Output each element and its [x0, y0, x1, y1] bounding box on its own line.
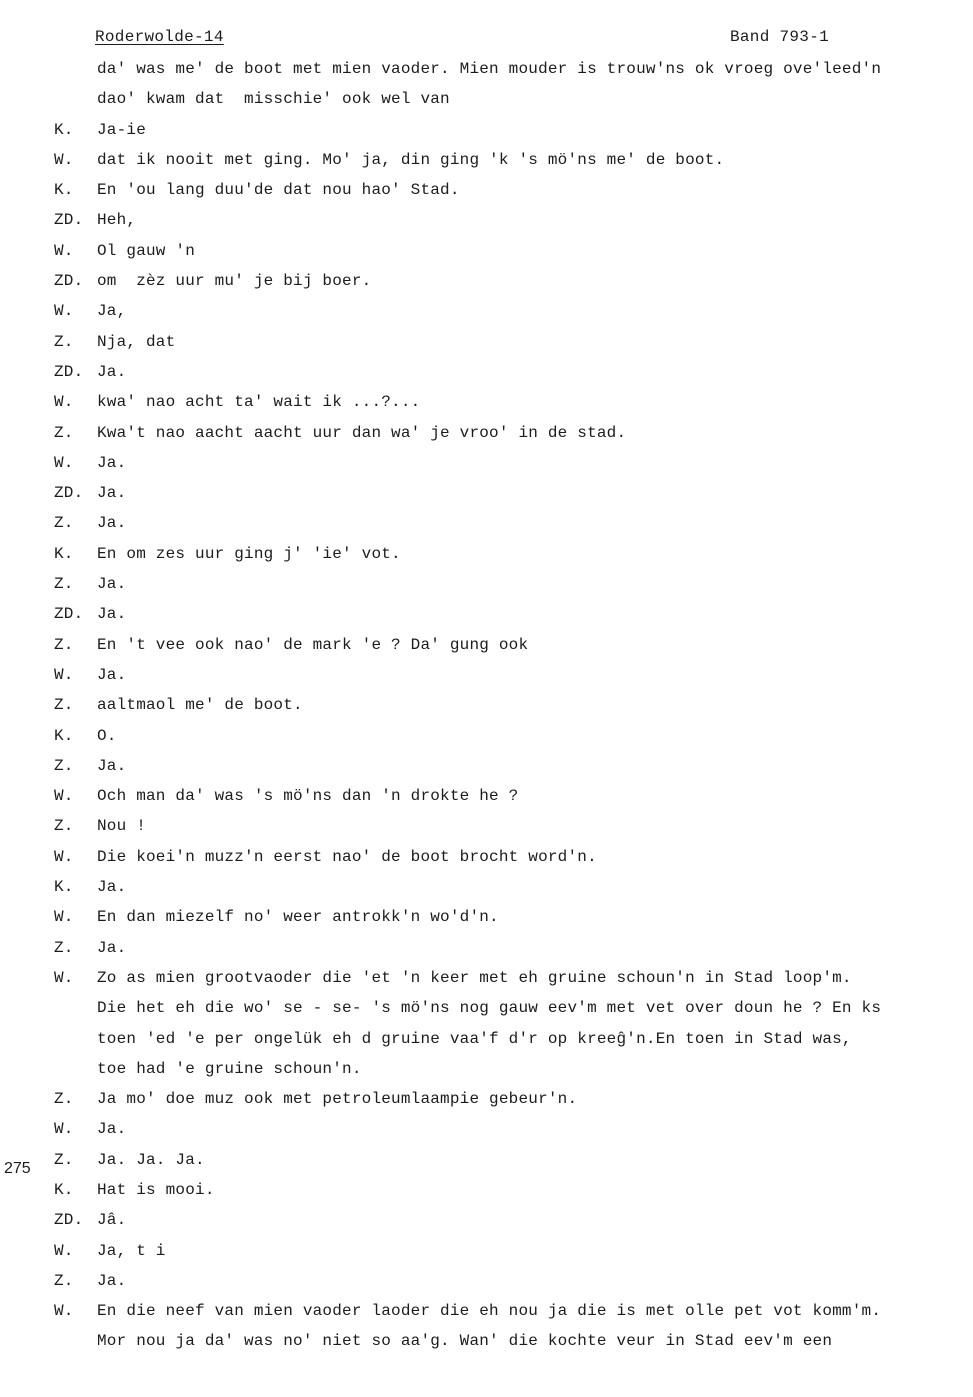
transcript-line — [0, 452, 973, 482]
utterance-text: Zo as mien grootvaoder die 'et 'n keer met eh gruine schoun'n in Stad loop'm. — [97, 968, 852, 987]
utterance-text: Ja. — [97, 605, 127, 624]
utterance-text: Ja. — [97, 362, 127, 381]
transcript-line — [0, 88, 973, 118]
speaker-label: ZD. — [54, 605, 84, 624]
utterance-text: En dan miezelf no' weer antrokk'n wo'd'n. — [97, 908, 499, 927]
speaker-label: Z. — [54, 696, 74, 715]
transcript-line — [0, 967, 973, 997]
speaker-label: Z. — [54, 332, 74, 351]
speaker-label: K. — [54, 181, 74, 200]
utterance-text: Ja. — [97, 484, 127, 503]
transcript-line — [0, 270, 973, 300]
transcript-line — [0, 603, 973, 633]
utterance-text: Ja. — [97, 1120, 127, 1139]
transcript-line — [0, 209, 973, 239]
speaker-label: K. — [54, 1180, 74, 1199]
transcript-line — [0, 1300, 973, 1330]
speaker-label: Z. — [54, 938, 74, 957]
transcript-line — [0, 815, 973, 845]
utterance-text: Ja. Ja. Ja. — [97, 1150, 205, 1169]
transcript-line — [0, 1028, 973, 1058]
transcript-line — [0, 543, 973, 573]
utterance-text: Ja. — [97, 665, 127, 684]
transcript-line — [0, 1179, 973, 1209]
transcript-line — [0, 482, 973, 512]
utterance-text: Ja mo' doe muz ook met petroleumlaampie gebeur'n. — [97, 1090, 578, 1109]
utterance-text: Ja, — [97, 302, 127, 321]
speaker-label: W. — [54, 1241, 74, 1260]
speaker-label: W. — [54, 1302, 74, 1321]
utterance-text: En 't vee ook nao' de mark 'e ? Da' gung ook — [97, 635, 529, 654]
utterance-text: Ja-ie — [97, 120, 147, 139]
transcript-line — [0, 1149, 973, 1179]
transcript-line — [0, 422, 973, 452]
utterance-text: toen 'ed 'e per ongelük eh d gruine vaa'f d'r op kreeĝ'n.En toen in Stad was, — [97, 1029, 852, 1048]
utterance-text: Ja. — [97, 575, 127, 594]
speaker-label: Z. — [54, 817, 74, 836]
utterance-text: Ja. — [97, 514, 127, 533]
speaker-label: Z. — [54, 423, 74, 442]
transcript-line — [0, 179, 973, 209]
transcript-line — [0, 785, 973, 815]
utterance-text: Ja. — [97, 756, 127, 775]
transcript-line — [0, 391, 973, 421]
speaker-label: K. — [54, 544, 74, 563]
speaker-label: ZD. — [54, 272, 84, 291]
speaker-label: K. — [54, 726, 74, 745]
utterance-text: En om zes uur ging j' 'ie' vot. — [97, 544, 401, 563]
speaker-label: W. — [54, 302, 74, 321]
transcript-line — [0, 240, 973, 270]
speaker-label: W. — [54, 787, 74, 806]
transcript-line — [0, 300, 973, 330]
transcript-line — [0, 664, 973, 694]
speaker-label: Z. — [54, 756, 74, 775]
speaker-label: ZD. — [54, 211, 84, 230]
speaker-label: Z. — [54, 514, 74, 533]
transcript-line — [0, 512, 973, 542]
speaker-label: Z. — [54, 575, 74, 594]
utterance-text: aaltmaol me' de boot. — [97, 696, 303, 715]
margin-page-number: 275 — [4, 1160, 31, 1177]
band-number: Band 793-1 — [730, 28, 830, 46]
speaker-label: W. — [54, 453, 74, 472]
utterance-text: Kwa't nao aacht aacht uur dan wa' je vroo' in de stad. — [97, 423, 627, 442]
speaker-label: ZD. — [54, 1211, 84, 1230]
utterance-text: Nou ! — [97, 817, 147, 836]
speaker-label: K. — [54, 878, 74, 897]
speaker-label: W. — [54, 908, 74, 927]
speaker-label: K. — [54, 120, 74, 139]
transcript-line — [0, 634, 973, 664]
speaker-label: W. — [54, 1120, 74, 1139]
utterance-text: kwa' nao acht ta' wait ik ...?... — [97, 393, 421, 412]
transcript-line — [0, 573, 973, 603]
document-title: Roderwolde-14 — [95, 28, 224, 46]
speaker-label: W. — [54, 150, 74, 169]
speaker-label: W. — [54, 393, 74, 412]
transcript-line — [0, 694, 973, 724]
transcript-line — [0, 149, 973, 179]
transcript-line — [0, 755, 973, 785]
transcript-line — [0, 1270, 973, 1300]
speaker-label: ZD. — [54, 484, 84, 503]
utterance-text: En 'ou lang duu'de dat nou hao' Stad. — [97, 181, 460, 200]
utterance-text: Die koei'n muzz'n eerst nao' de boot brocht word'n. — [97, 847, 597, 866]
utterance-text: Ja. — [97, 453, 127, 472]
transcript-line — [0, 846, 973, 876]
transcript-line — [0, 361, 973, 391]
utterance-text: da' was me' de boot met mien vaoder. Mien mouder is trouw'ns ok vroeg ove'leed'n — [97, 60, 882, 78]
transcript-line — [0, 906, 973, 936]
utterance-text: O. — [97, 726, 117, 745]
utterance-text: Och man da' was 's mö'ns dan 'n drokte he ? — [97, 787, 519, 806]
transcript-line — [0, 1088, 973, 1118]
utterance-text: dat ik nooit met ging. Mo' ja, din ging 'k 's mö'ns me' de boot. — [97, 150, 725, 169]
transcript-body — [0, 58, 973, 1361]
utterance-text: Ol gauw 'n — [97, 241, 196, 260]
transcript-line — [0, 1209, 973, 1239]
transcript-line — [0, 1058, 973, 1088]
utterance-text: Ja. — [97, 1271, 127, 1290]
utterance-text: dao' kwam dat misschie' ook wel van — [97, 90, 450, 109]
utterance-text: om zèz uur mu' je bij boer. — [97, 272, 372, 291]
utterance-text: Ja. — [97, 878, 127, 897]
speaker-label: W. — [54, 665, 74, 684]
speaker-label: W. — [54, 241, 74, 260]
speaker-label: Z. — [54, 1150, 74, 1169]
utterance-text: Hat is mooi. — [97, 1180, 215, 1199]
transcript-line — [0, 997, 973, 1027]
speaker-label: Z. — [54, 1090, 74, 1109]
transcript-line — [0, 58, 973, 88]
transcript-line — [0, 725, 973, 755]
speaker-label: Z. — [54, 1271, 74, 1290]
speaker-label: W. — [54, 847, 74, 866]
utterance-text: Jâ. — [97, 1211, 127, 1230]
speaker-label: W. — [54, 968, 74, 987]
utterance-text: Nja, dat — [97, 332, 176, 351]
utterance-text: Ja. — [97, 938, 127, 957]
transcript-line — [0, 1118, 973, 1148]
transcript-line — [0, 331, 973, 361]
transcript-line — [0, 119, 973, 149]
transcript-line — [0, 1330, 973, 1360]
utterance-text: Die het eh die wo' se - se- 's mö'ns nog gauw eev'm met vet over doun he ? En ks — [97, 999, 882, 1018]
utterance-text: Mor nou ja da' was no' niet so aa'g. Wan' die kochte veur in Stad eev'm een — [97, 1332, 833, 1351]
speaker-label: ZD. — [54, 362, 84, 381]
utterance-text: Heh, — [97, 211, 137, 230]
transcript-line — [0, 1240, 973, 1270]
transcript-line — [0, 876, 973, 906]
utterance-text: toe had 'e gruine schoun'n. — [97, 1059, 362, 1078]
transcript-line — [0, 937, 973, 967]
speaker-label: Z. — [54, 635, 74, 654]
utterance-text: En die neef van mien vaoder laoder die eh nou ja die is met olle pet vot komm'm. — [97, 1302, 882, 1321]
utterance-text: Ja, t i — [97, 1241, 166, 1260]
